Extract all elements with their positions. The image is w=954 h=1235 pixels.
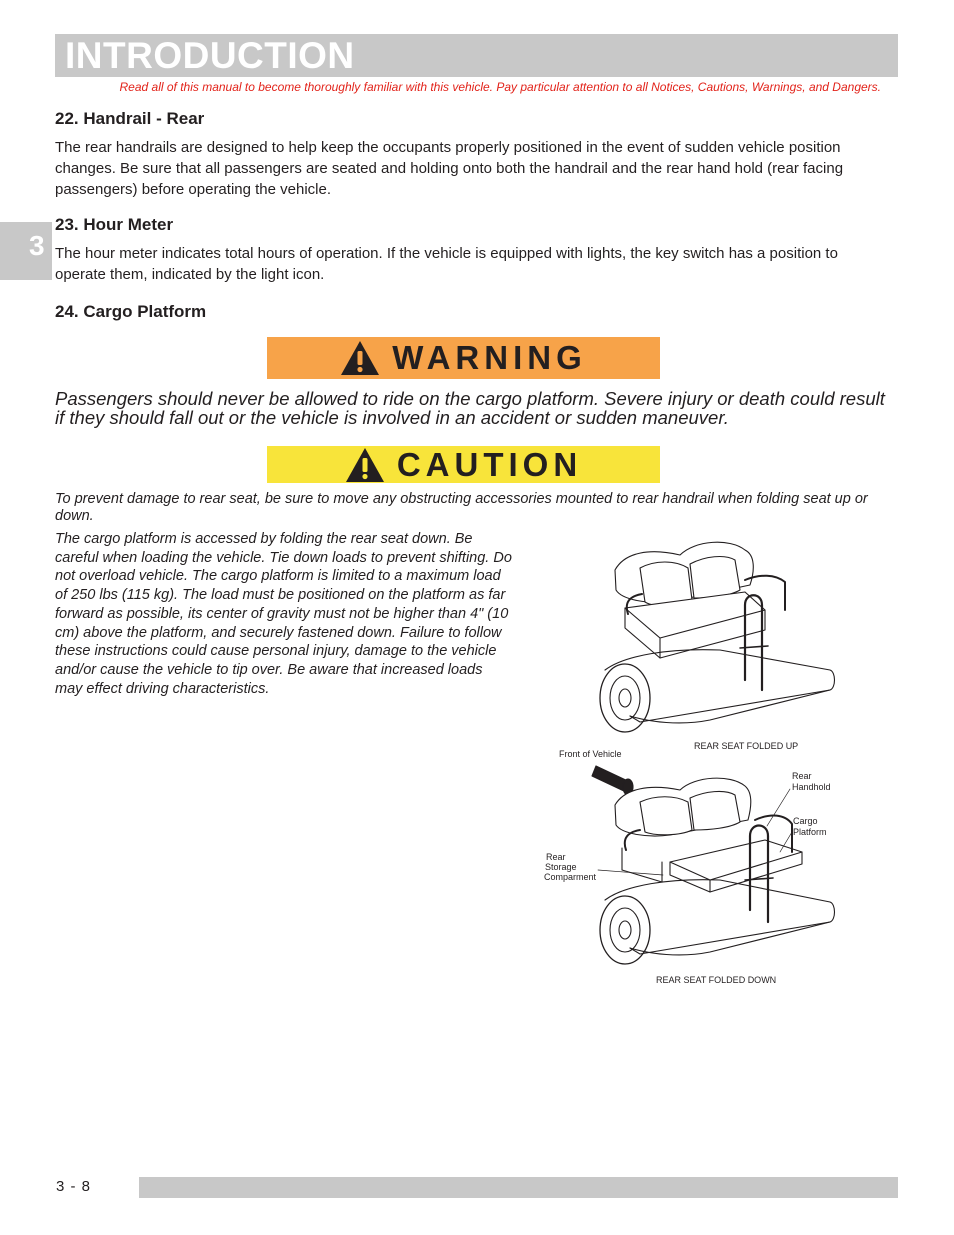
- seat-folded-down-drawing: [598, 778, 835, 964]
- caption-seat-folded-down: REAR SEAT FOLDED DOWN: [656, 975, 777, 985]
- section-heading-handrail: 22. Handrail - Rear: [55, 109, 205, 128]
- cargo-platform-label-1: Cargo: [793, 816, 818, 826]
- chapter-tab: [0, 222, 52, 280]
- section-heading-hour-meter: 23. Hour Meter: [55, 215, 174, 234]
- chapter-number: 3: [29, 230, 45, 261]
- caption-seat-folded-up: REAR SEAT FOLDED UP: [694, 741, 799, 751]
- cargo-platform-label-2: Platform: [793, 827, 827, 837]
- read-manual-notice: Read all of this manual to become thoroughly familiar with this vehicle. Pay particular attention to all Notices, Cautions, Warnings, and Dangers.: [119, 80, 881, 94]
- seat-folded-up-drawing: [600, 542, 835, 732]
- front-of-vehicle-label: Front of Vehicle: [559, 749, 622, 759]
- warning-triangle-icon: [340, 340, 380, 376]
- rear-storage-label-1: Rear: [546, 852, 566, 862]
- warning-text: Passengers should never be allowed to ride on the cargo platform. Severe injury or death could result if they should fall out or the vehicle is involved in an accident or sudden maneuver.: [55, 388, 885, 428]
- caution-text: To prevent damage to rear seat, be sure to move any obstructing accessories mounted to rear handrail when folding seat up or down.: [55, 491, 868, 524]
- rear-handhold-label-1: Rear: [792, 771, 812, 781]
- warning-label: WARNING: [392, 339, 587, 376]
- footer-bar: [139, 1177, 898, 1198]
- warning-sign: [267, 337, 660, 379]
- caution-sign: [267, 446, 660, 483]
- section-heading-cargo-platform: 24. Cargo Platform: [55, 302, 207, 321]
- rear-handhold-label-2: Handhold: [792, 782, 831, 792]
- header-banner: [55, 34, 898, 77]
- caution-label: CAUTION: [396, 445, 583, 483]
- front-arrow-icon: [592, 766, 633, 795]
- rear-seat-illustration: [530, 530, 850, 1000]
- page-number: 3 - 8: [56, 1178, 92, 1195]
- caution-triangle-icon: [345, 447, 385, 483]
- rear-seat-diagram: [530, 530, 850, 1000]
- section-body-hour-meter: The hour meter indicates total hours of operation. If the vehicle is equipped with lights, the key switch has a position to operate them, indicated by the light icon.: [55, 245, 838, 283]
- page-title: INTRODUCTION: [65, 35, 355, 76]
- rear-storage-label-3: Comparment: [544, 872, 597, 882]
- rear-storage-label-2: Storage: [545, 862, 577, 872]
- cargo-platform-text: The cargo platform is accessed by folding the rear seat down. Be careful when loading the vehicle. Tie down loads to prevent shifting. Do not overload vehicle. The cargo platform is limited to a maximum load of 250 lbs (115 kg). The load must be positioned on the platform as far forward as possible, its center of gravity must not be higher than 4" (10 cm) above the platform, and securely fastened down. Failure to follow these instructions could cause personal injury, damage to the vehicle and/or cause the vehicle to tip over. Be aware that increased loads may effect driving characteristics.: [55, 531, 512, 697]
- section-body-handrail: The rear handrails are designed to help keep the occupants properly positioned in the event of sudden vehicle position changes. Be sure that all passengers are seated and holding onto both the handrail and the rear hand hold (rear facing passengers) before operating the vehicle.: [55, 139, 844, 198]
